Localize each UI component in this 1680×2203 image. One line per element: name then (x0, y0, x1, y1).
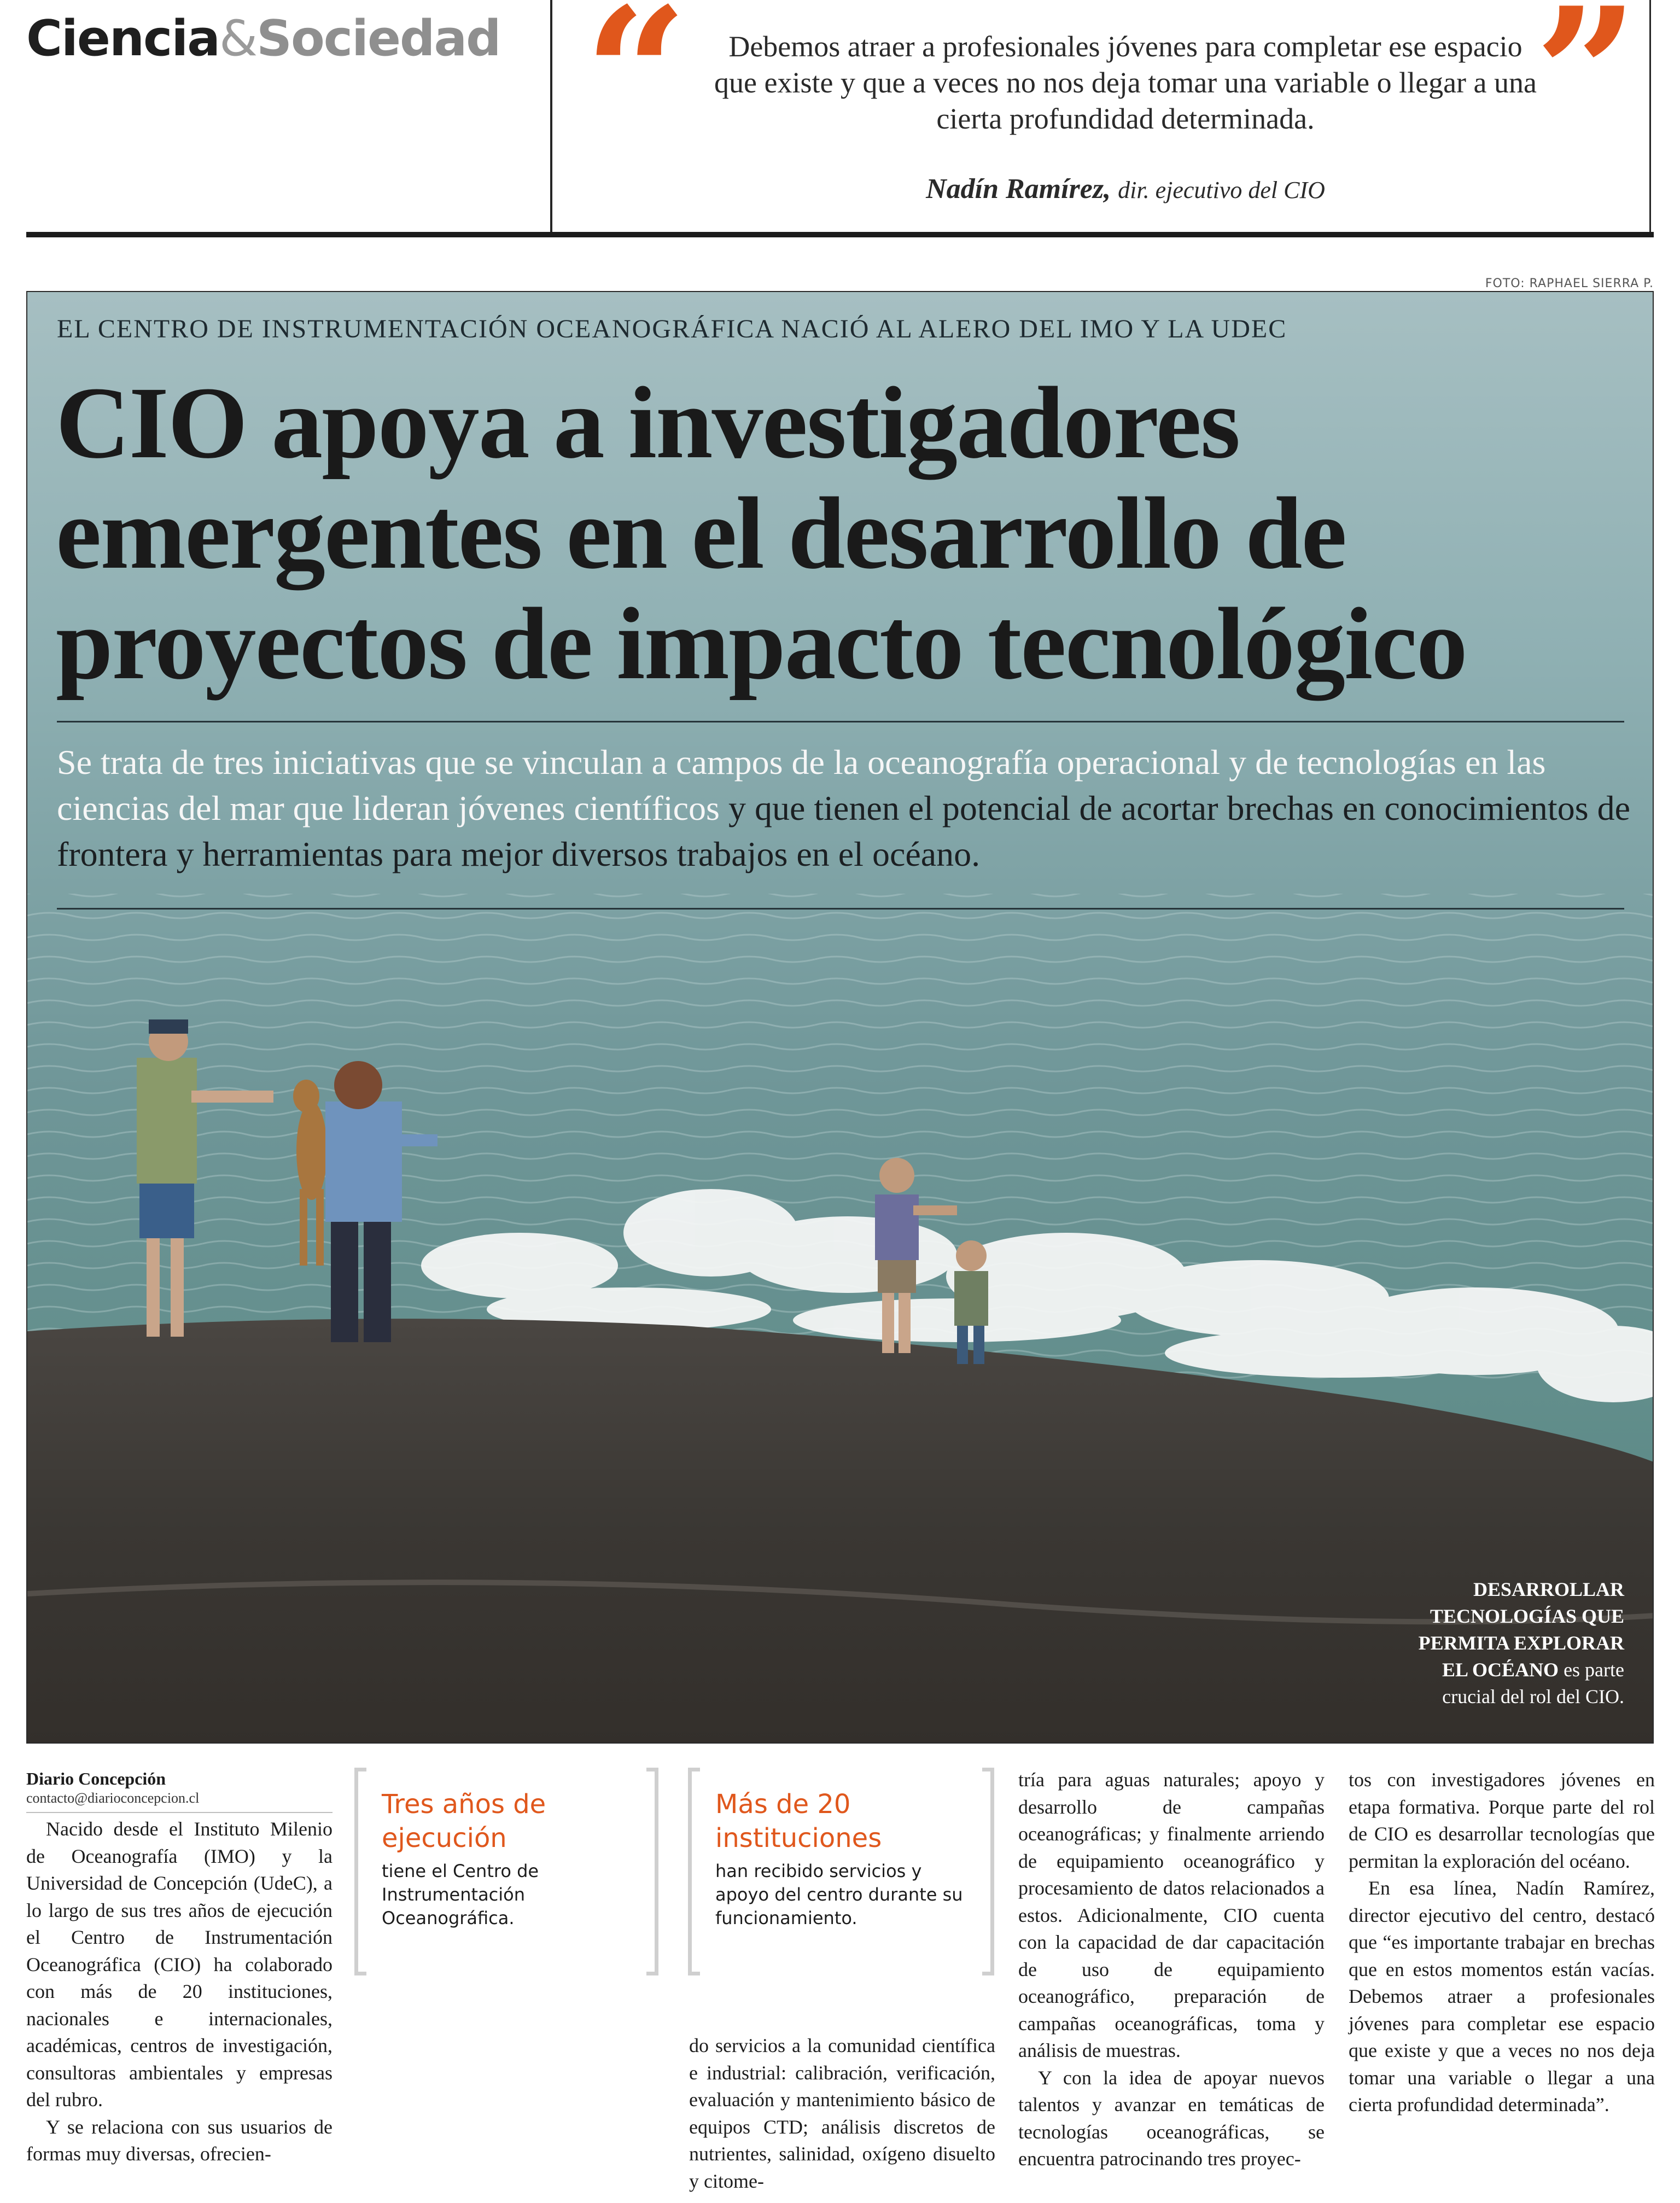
photo-caption (1405, 1576, 1624, 1710)
quote-open-icon: “ (584, 0, 688, 180)
deck-rule-bottom (57, 908, 1624, 910)
factbox-description: han recibido servicios y apoyo del centro durante su funcionamiento. (715, 1861, 963, 1928)
header-rule (26, 232, 1654, 237)
body-column-1 (26, 1816, 332, 2168)
quote-author-role: dir. ejecutivo del CIO (1118, 177, 1325, 203)
body-paragraph: Y se relaciona con sus usuarios de formas muy diversas, ofrecien- (26, 2115, 332, 2165)
factbox-years (354, 1768, 658, 1975)
section-name (26, 10, 500, 67)
factbox-institutions (688, 1768, 994, 1975)
body-column-5 (1349, 1767, 1655, 2119)
headline-part-4: en el desarrollo de proyectos de (56, 476, 1346, 701)
header-right-border (1649, 0, 1651, 232)
article-kicker: EL CENTRO DE INSTRUMENTACIÓN OCEANOGRÁFICA NACIÓ AL ALERO DEL IMO Y LA UDEC (57, 314, 1287, 343)
deck-light-text: Se trata de tres iniciativas que se vinculan a campos de la oceanografía operacional y de tecnologías en las ciencias del mar que lideran jóvenes científicos (57, 743, 1546, 827)
factbox-description: tiene el Centro de Instrumentación Oceanográfica. (382, 1861, 539, 1928)
body-paragraph: Nacido desde el Instituto Milenio de Oceanografía (IMO) y la Universidad de Concepción (UdeC), a lo largo de sus tres años de ejecución el Centro de Instrumentación Oceanográfica (CIO) ha colaborado con más de 20 instituciones, nacionales e internacionales, académicas, centros de investigación, consultoras ambientales y empresas del rubro. (26, 1818, 332, 2111)
body-paragraph: tos con investigadores jóvenes en etapa formativa. Porque parte del rol de CIO es desarrollar tecnologías que permitan la exploración del océano. (1349, 1769, 1655, 1872)
header-divider (550, 0, 552, 232)
byline-rule (26, 1812, 332, 1813)
body-column-3 (689, 2032, 995, 2195)
body-paragraph: En esa línea, Nadín Ramírez, director ejecutivo del centro, destacó que “es importante trabajar en brechas que en estos momentos están vacías. Debemos atraer a profesionales jóvenes para completar ese espacio que existe y que a veces no nos deja tomar una variable o llegar a una cierta profundidad determinada”. (1349, 1877, 1655, 2115)
bracket-left-icon (354, 1768, 366, 1975)
quote-close-icon: ” (1535, 0, 1638, 180)
section-word-ciencia: Ciencia (26, 10, 219, 67)
article-deck (57, 739, 1632, 877)
factbox-title: Tres años de ejecución (382, 1789, 546, 1854)
bracket-right-icon (646, 1768, 658, 1975)
hero-photo (26, 291, 1654, 1744)
headline-part-3: investigadores emergentes (56, 365, 1240, 590)
byline-email[interactable]: contacto@diarioconcepcion.cl (26, 1790, 200, 1806)
quote-author-name: Nadín Ramírez, (926, 173, 1111, 205)
headline-part-5: impacto tecnológico (616, 586, 1467, 701)
byline (26, 1769, 332, 1813)
section-ampersand: & (219, 10, 257, 67)
article-headline (56, 365, 1631, 701)
pull-quote-text: Debemos atraer a profesionales jóvenes para completar ese espacio que existe y que a veces no nos deja tomar una variable o llegar a una cierta profundidad determinada. (714, 30, 1537, 135)
bracket-left-icon (688, 1768, 700, 1975)
body-column-4 (1018, 1767, 1325, 2173)
body-paragraph: tría para aguas naturales; apoyo y desarrollo de campañas oceanográficas; y finalmente arriendo de equipamiento oceanográfico y procesamiento de datos relacionados a estos. Adicionalmente, CIO cuenta con la capacidad de dar capacitación de uso de equipamiento oceanográfico, preparación de campañas oceanográficas, toma y análisis de muestras. (1018, 1769, 1325, 2061)
photo-credit: FOTO: RAPHAEL SIERRA P. (1485, 277, 1654, 290)
headline-part-2: apoya a (247, 365, 628, 480)
body-paragraph: do servicios a la comunidad científica e industrial: calibración, verificación, evaluación y mantenimiento básico de equipos CTD; análisis discretos de nutrientes, salinidad, oxígeno disuelto y citome- (689, 2035, 995, 2192)
deck-dark-text: y que tienen el potencial de acortar brechas en conocimientos de frontera y herramientas para mejor diversos trabajos en el océano. (57, 789, 1630, 873)
byline-name: Diario Concepción (26, 1769, 166, 1788)
section-header (26, 0, 1654, 241)
body-paragraph: Y con la idea de apoyar nuevos talentos y avanzar en temáticas de tecnologías oceanográficas, se encuentra patrocinando tres proyec- (1018, 2066, 1325, 2170)
section-word-sociedad: Sociedad (256, 10, 500, 67)
pull-quote-author (704, 173, 1547, 205)
bracket-right-icon (982, 1768, 994, 1975)
caption-bold: DESARROLLAR TECNOLOGÍAS QUE PERMITA EXPLORAR EL OCÉANO (1418, 1578, 1624, 1681)
factbox-title: Más de 20 instituciones (715, 1789, 882, 1854)
deck-rule-top (57, 721, 1624, 722)
headline-part-1: CIO (56, 365, 247, 480)
caption-rest: es parte crucial del rol del CIO. (1442, 1659, 1624, 1707)
